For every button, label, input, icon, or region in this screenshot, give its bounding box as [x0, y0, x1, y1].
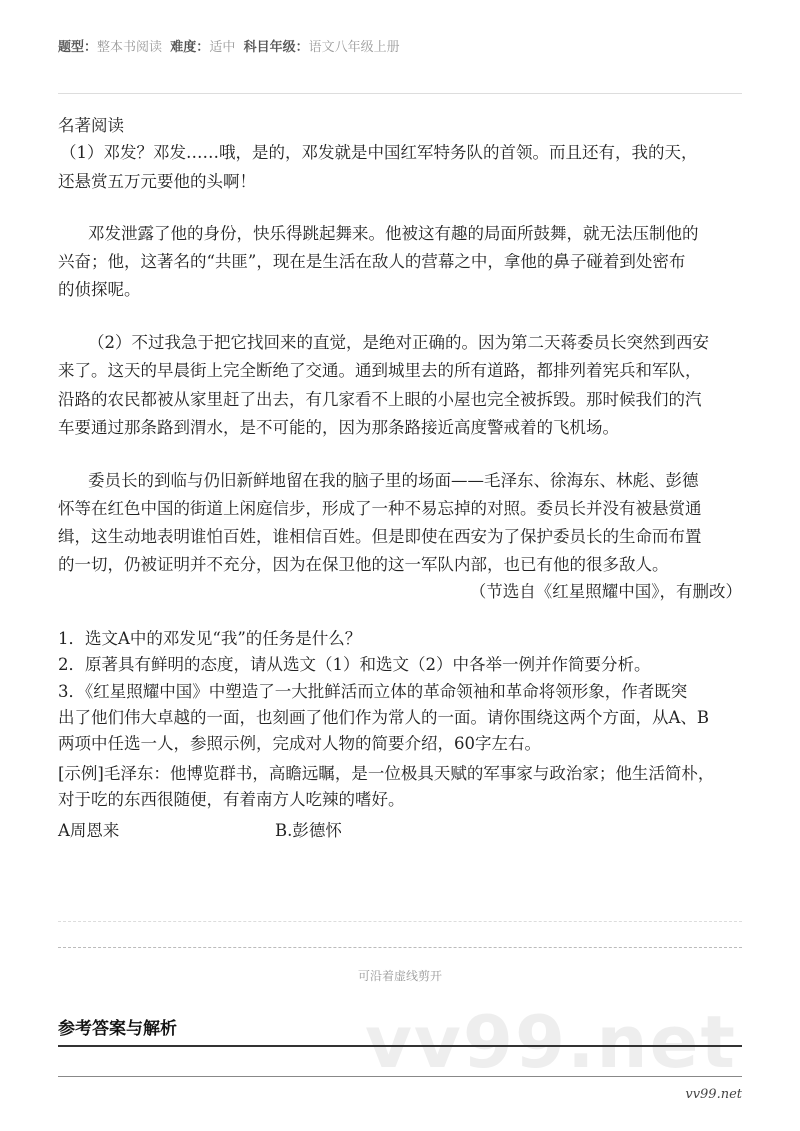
passage-line: 的一切，仍被证明并不充分，因为在保卫他的这一军队内部，也已有他的很多敌人。 — [58, 555, 669, 574]
question-3: 出了他们伟大卓越的一面，也刻画了他们作为常人的一面。请你围绕这两个方面，从A、B — [58, 708, 710, 727]
passage-line: 邓发泄露了他的身份，快乐得跳起舞来。他被这有趣的局面所鼓舞，就无法压制他的 — [88, 224, 699, 243]
answer-divider — [58, 1045, 742, 1047]
dashed-line — [58, 921, 742, 922]
question-3: 两项中任选一人，参照示例，完成对人物的简要介绍，60字左右。 — [58, 734, 541, 753]
answer-title: 参考答案与解析 — [58, 1019, 177, 1039]
question-3: 3．《红星照耀中国》中塑造了一大批鲜活而立体的革命领袖和革命将领形象，作者既突 — [58, 682, 688, 701]
passage-line: （1）邓发？邓发……哦，是的，邓发就是中国红军特务队的首领。而且还有，我的天， — [60, 143, 698, 162]
passage-line: 的侦探呢。 — [58, 280, 141, 299]
option-a: A周恩来 — [58, 821, 120, 840]
cut-line — [58, 947, 742, 948]
grade-label: 科目年级： — [243, 40, 309, 55]
footer-divider — [58, 1076, 742, 1077]
passage-line: 沿路的农民都被从家里赶了出去，有几家看不上眼的小屋也完全被拆毁。那时候我们的汽 — [58, 390, 702, 409]
footer-site: vv99.net — [685, 1087, 742, 1102]
example-text: [示例]毛泽东：他博览群书，高瞻远瞩，是一位极具天赋的军事家与政治家；他生活简朴， — [58, 764, 715, 783]
cut-hint: 可沿着虚线剪开 — [357, 969, 442, 983]
passage-line: 委员长的到临与仍旧新鲜地留在我的脑子里的场面——毛泽东、徐海东、林彪、彭德 — [88, 471, 699, 490]
passage-line: 车要通过那条路到渭水，是不可能的，因为那条路接近高度警戒着的飞机场。 — [58, 418, 619, 437]
difficulty-label: 难度： — [170, 40, 210, 55]
passage-line: 兴奋；他，这著名的“共匪”，现在是生活在敌人的营幕之中，拿他的鼻子碰着到处密布 — [58, 252, 686, 271]
difficulty-value: 适中 — [209, 40, 236, 55]
question-2: 2．原著具有鲜明的态度，请从选文（1）和选文（2）中各举一例并作简要分析。 — [58, 655, 651, 674]
question-1: 1．选文A中的邓发见“我”的任务是什么？ — [58, 629, 362, 648]
passage-line: （2）不过我急于把它找回来的直觉，是绝对正确的。因为第二天蒋委员长突然到西安 — [88, 333, 709, 352]
divider — [58, 93, 742, 94]
type-value: 整本书阅读 — [97, 40, 163, 55]
section-title: 名著阅读 — [58, 116, 124, 135]
passage-line: 缉，这生动地表明谁怕百姓，谁相信百姓。但是即使在西安为了保护委员长的生命而布置 — [58, 527, 702, 546]
example-text: 对于吃的东西很随便，有着南方人吃辣的嗜好。 — [58, 790, 405, 809]
watermark: vv99.net — [365, 1000, 737, 1084]
option-b: B.彭德怀 — [275, 821, 342, 840]
type-label: 题型： — [58, 40, 98, 55]
source-note: （节选自《红星照耀中国》，有删改） — [469, 582, 742, 601]
passage-line: 怀等在红色中国的街道上闲庭信步，形成了一种不易忘掉的对照。委员长并没有被悬赏通 — [58, 499, 702, 518]
passage-line: 还悬赏五万元要他的头啊！ — [58, 172, 256, 191]
question-meta — [58, 36, 400, 55]
grade-value: 语文八年级上册 — [308, 40, 400, 55]
passage-line: 来了。这天的早晨街上完全断绝了交通。通到城里去的所有道路，都排列着宪兵和军队， — [58, 361, 702, 380]
